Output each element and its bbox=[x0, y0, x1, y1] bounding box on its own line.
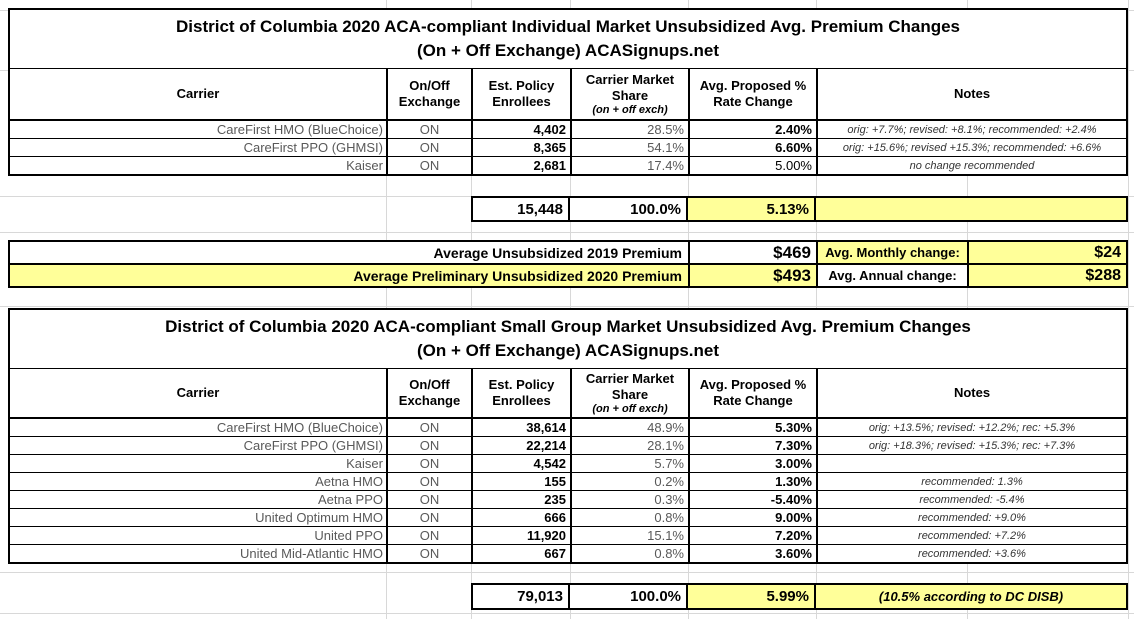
summary-label: Average Preliminary Unsubsidized 2020 Premium bbox=[10, 265, 688, 286]
table-row bbox=[10, 139, 1126, 157]
table-title-line1: District of Columbia 2020 ACA-compliant Small Group Market Unsubsidized Avg. Premium Changes bbox=[165, 317, 971, 337]
col-header-share bbox=[570, 69, 688, 119]
cell-enrollees: 235 bbox=[471, 491, 570, 508]
cell-enrollees: 667 bbox=[471, 545, 570, 562]
cell-carrier: CareFirst HMO (BlueChoice) bbox=[216, 419, 383, 435]
col-header-exchange: On/Off Exchange bbox=[386, 369, 471, 417]
cell-exchange: ON bbox=[386, 473, 471, 490]
cell-enrollees: 22,214 bbox=[471, 437, 570, 454]
cell-rate: 1.30% bbox=[688, 473, 816, 490]
cell-rate: 2.40% bbox=[688, 121, 816, 138]
table-row bbox=[10, 545, 1126, 562]
total-enrollees: 15,448 bbox=[471, 196, 570, 222]
cell-notes: recommended: +3.6% bbox=[816, 545, 1126, 562]
col-header-share-label: Carrier Market Share bbox=[585, 72, 675, 103]
cell-exchange: ON bbox=[386, 545, 471, 562]
summary-row-2020 bbox=[10, 265, 1126, 286]
col-header-carrier: Carrier bbox=[176, 86, 220, 102]
gridline-horizontal bbox=[0, 232, 1134, 233]
cell-carrier: United Mid-Atlantic HMO bbox=[239, 545, 383, 561]
gridline-vertical bbox=[1128, 0, 1129, 619]
average-premium-summary bbox=[8, 240, 1128, 288]
gridline-horizontal bbox=[0, 613, 1134, 614]
cell-share: 28.5% bbox=[570, 121, 688, 138]
cell-exchange: ON bbox=[386, 527, 471, 544]
cell-notes: orig: +13.5%; revised: +12.2%; rec: +5.3% bbox=[816, 419, 1126, 436]
individual-market-totals-row bbox=[471, 196, 1128, 222]
cell-enrollees: 2,681 bbox=[471, 157, 570, 174]
summary-value: $469 bbox=[688, 242, 816, 263]
cell-exchange: ON bbox=[386, 437, 471, 454]
summary-value: $493 bbox=[688, 265, 816, 286]
table-row bbox=[10, 419, 1126, 437]
cell-enrollees: 666 bbox=[471, 509, 570, 526]
col-header-share-note: (on + off exch) bbox=[592, 103, 668, 116]
total-enrollees: 79,013 bbox=[471, 583, 570, 610]
col-header-share-note: (on + off exch) bbox=[592, 402, 668, 415]
cell-notes: orig: +18.3%; revised: +15.3%; rec: +7.3% bbox=[816, 437, 1126, 454]
cell-rate: -5.40% bbox=[688, 491, 816, 508]
table-header-row bbox=[10, 369, 1126, 419]
table-title-line1: District of Columbia 2020 ACA-compliant Individual Market Unsubsidized Avg. Premium Changes bbox=[175, 17, 961, 37]
cell-share: 48.9% bbox=[570, 419, 688, 436]
summary-label: Average Unsubsidized 2019 Premium bbox=[433, 244, 682, 261]
cell-notes: orig: +15.6%; revised +15.3%; recommended: +6.6% bbox=[816, 139, 1126, 156]
table-row bbox=[10, 121, 1126, 139]
cell-exchange: ON bbox=[386, 121, 471, 138]
cell-carrier: Aetna PPO bbox=[317, 491, 383, 507]
col-header-share-label: Carrier Market Share bbox=[585, 371, 675, 402]
cell-exchange: ON bbox=[386, 139, 471, 156]
table-title bbox=[10, 310, 1126, 369]
cell-rate: 7.20% bbox=[688, 527, 816, 544]
summary-change-label: Avg. Annual change: bbox=[816, 265, 967, 286]
cell-rate: 6.60% bbox=[688, 139, 816, 156]
cell-enrollees: 4,542 bbox=[471, 455, 570, 472]
cell-notes: orig: +7.7%; revised: +8.1%; recommended: +2.4% bbox=[816, 121, 1126, 138]
col-header-rate: Avg. Proposed % Rate Change bbox=[688, 69, 816, 119]
summary-row-2019 bbox=[10, 242, 1126, 265]
cell-share: 28.1% bbox=[570, 437, 688, 454]
total-share: 100.0% bbox=[568, 196, 688, 222]
cell-share: 17.4% bbox=[570, 157, 688, 174]
cell-enrollees: 4,402 bbox=[471, 121, 570, 138]
cell-carrier: United Optimum HMO bbox=[255, 509, 383, 525]
summary-change-label: Avg. Monthly change: bbox=[816, 242, 967, 263]
col-header-enrollees: Est. Policy Enrollees bbox=[471, 369, 570, 417]
table-row bbox=[10, 157, 1126, 174]
table-row bbox=[10, 527, 1126, 545]
table-title-line2: (On + Off Exchange) ACASignups.net bbox=[416, 341, 720, 360]
cell-rate: 9.00% bbox=[688, 509, 816, 526]
small-group-market-table bbox=[8, 308, 1128, 564]
cell-notes bbox=[816, 455, 1126, 472]
cell-carrier: Aetna HMO bbox=[315, 473, 383, 489]
cell-share: 0.3% bbox=[570, 491, 688, 508]
col-header-rate: Avg. Proposed % Rate Change bbox=[688, 369, 816, 417]
col-header-share bbox=[570, 369, 688, 417]
cell-notes: recommended: +7.2% bbox=[816, 527, 1126, 544]
cell-rate: 5.00% bbox=[688, 157, 816, 174]
table-row bbox=[10, 491, 1126, 509]
cell-rate: 5.30% bbox=[688, 419, 816, 436]
cell-exchange: ON bbox=[386, 491, 471, 508]
summary-change-value: $288 bbox=[967, 265, 1126, 286]
cell-notes: recommended: 1.3% bbox=[816, 473, 1126, 490]
cell-carrier: Kaiser bbox=[346, 157, 383, 173]
cell-notes: recommended: -5.4% bbox=[816, 491, 1126, 508]
cell-share: 5.7% bbox=[570, 455, 688, 472]
summary-change-value: $24 bbox=[967, 242, 1126, 263]
col-header-enrollees: Est. Policy Enrollees bbox=[471, 69, 570, 119]
table-header-row bbox=[10, 69, 1126, 121]
total-rate: 5.99% bbox=[686, 583, 816, 610]
table-title bbox=[10, 10, 1126, 69]
col-header-notes: Notes bbox=[816, 369, 1126, 417]
table-row bbox=[10, 455, 1126, 473]
cell-rate: 3.00% bbox=[688, 455, 816, 472]
cell-exchange: ON bbox=[386, 509, 471, 526]
cell-rate: 3.60% bbox=[688, 545, 816, 562]
cell-exchange: ON bbox=[386, 455, 471, 472]
cell-enrollees: 11,920 bbox=[471, 527, 570, 544]
table-row bbox=[10, 473, 1126, 491]
col-header-notes: Notes bbox=[816, 69, 1126, 119]
cell-carrier: United PPO bbox=[314, 527, 383, 543]
cell-share: 15.1% bbox=[570, 527, 688, 544]
cell-exchange: ON bbox=[386, 157, 471, 174]
total-rate: 5.13% bbox=[686, 196, 816, 222]
col-header-exchange: On/Off Exchange bbox=[386, 69, 471, 119]
table-title-line2: (On + Off Exchange) ACASignups.net bbox=[416, 41, 720, 60]
total-share: 100.0% bbox=[568, 583, 688, 610]
cell-share: 54.1% bbox=[570, 139, 688, 156]
cell-share: 0.8% bbox=[570, 545, 688, 562]
cell-notes: recommended: +9.0% bbox=[816, 509, 1126, 526]
table-row bbox=[10, 509, 1126, 527]
cell-carrier: CareFirst PPO (GHMSI) bbox=[243, 437, 383, 453]
table-row bbox=[10, 437, 1126, 455]
col-header-carrier: Carrier bbox=[176, 385, 220, 401]
cell-carrier: Kaiser bbox=[346, 455, 383, 471]
cell-rate: 7.30% bbox=[688, 437, 816, 454]
gridline-horizontal bbox=[0, 306, 1134, 307]
cell-notes: no change recommended bbox=[816, 157, 1126, 174]
cell-share: 0.8% bbox=[570, 509, 688, 526]
individual-market-table bbox=[8, 8, 1128, 176]
cell-enrollees: 155 bbox=[471, 473, 570, 490]
cell-share: 0.2% bbox=[570, 473, 688, 490]
gridline-horizontal bbox=[0, 572, 1134, 573]
cell-carrier: CareFirst HMO (BlueChoice) bbox=[216, 121, 383, 137]
total-notes: (10.5% according to DC DISB) bbox=[814, 583, 1128, 610]
cell-exchange: ON bbox=[386, 419, 471, 436]
cell-carrier: CareFirst PPO (GHMSI) bbox=[243, 139, 383, 155]
total-notes bbox=[814, 196, 1128, 222]
cell-enrollees: 38,614 bbox=[471, 419, 570, 436]
cell-enrollees: 8,365 bbox=[471, 139, 570, 156]
small-group-totals-row bbox=[471, 583, 1128, 610]
